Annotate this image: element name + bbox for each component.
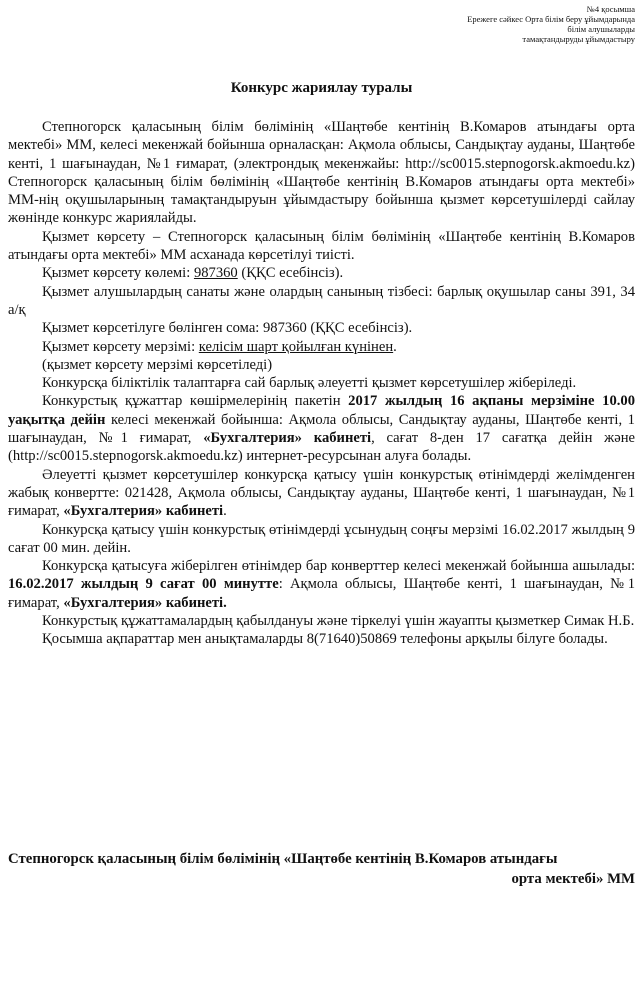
paragraph-opening [8, 557, 635, 612]
signature-block [8, 849, 635, 889]
paragraph-volume [8, 264, 635, 282]
paragraph-service: Қызмет көрсету – Степногорск қаласының білім бөлімінің «Шаңтөбе кентінің В.Комаров атындағы орта мектебі» ММ асханада көрсетілуі тиісті. [8, 228, 635, 264]
paragraph-intro: Степногорск қаласының білім бөлімінің «Шаңтөбе кентінің В.Комаров атындағы орта мектебі» ММ, келесі мекенжай бойынша орналасқан: Ақмола облысы, Сандықтау ауданы, Шаңтөбе кенті, 1 шағынаудан, №1 ғимарат, (электрондық мекенжайы: http://sc0015.stepnogorsk.akmoedu.kz) Степногорск қаласының білім бөлімінің «Шаңтөбе кентінің В.Комаров атындағы орта мектебі» ММ-нің оқушыларының тамақтандыруын ұйымдастыру бойынша қызмет көрсетушілерді сайлау жөнінде конкурс жариялайды. [8, 119, 635, 227]
document-title: Конкурс жариялау туралы [230, 80, 413, 96]
paragraph-documents [8, 392, 635, 465]
paragraph-responsible: Конкурстық құжаттамалардың қабылдануы және тіркелуі үшін жауапты қызметкер Симак Н.Б. [42, 613, 635, 630]
documents-hours: , сағат 8-ден 17 сағатқа дейін және (http://sc0015.stepnogorsk.akmoedu.kz) интернет-ресурсынан алуға болады. [8, 430, 635, 465]
appendix-line: білім алушыларды [567, 24, 635, 34]
submission-office: «Бухгалтерия» кабинеті [63, 503, 224, 520]
term-value: келісім шарт қойылған күнінен [198, 338, 394, 355]
paragraph-recipients: Қызмет алушылардың санаты және олардың санының тізбесі: барлық оқушылар саны 391, 34 а/қ [8, 283, 635, 318]
documents-office: «Бухгалтерия» кабинеті [203, 430, 372, 447]
documents-deadline: 2017 жылдың 16 ақпаны мерзіміне 10.00 уақытқа дейін [8, 393, 635, 428]
volume-value: 987360 [193, 265, 238, 282]
signature-line: орта мектебі» ММ [511, 871, 635, 887]
paragraph-admission: Конкурсқа біліктілік талаптарға сай барлық әлеуетті қызмет көрсетушілер жіберіледі. [42, 375, 577, 392]
opening-text: Конкурсқа қатысуға жіберілген өтінімдер бар конверттер келесі мекенжай бойынша ашылады: [42, 558, 635, 575]
term-label: Қызмет көрсету мерзімі: [42, 338, 199, 355]
volume-label: Қызмет көрсету көлемі: [42, 265, 194, 282]
appendix-number: №4 қосымша [586, 4, 635, 14]
paragraph-contact: Қосымша ақпараттар мен анықтамаларды 8(71640)50869 телефоны арқылы білуге болады. [42, 631, 608, 648]
opening-office: «Бухгалтерия» кабинеті. [63, 594, 227, 611]
submission-end: . [223, 503, 227, 520]
documents-text: Конкурстық құжаттар көшірмелерінің пакетін [42, 393, 349, 410]
paragraph-term-note: (қызмет көрсету мерзімі көрсетіледі) [42, 356, 273, 373]
appendix-header [467, 4, 635, 44]
volume-note: (ҚҚС есебінсіз). [237, 265, 344, 282]
paragraph-amount: Қызмет көрсетілуге бөлінген сома: 987360 (ҚҚС есебінсіз). [42, 320, 413, 337]
opening-time: 16.02.2017 жылдың 9 сағат 00 минутте [8, 576, 279, 593]
paragraph-term [8, 338, 635, 356]
documents-address: келесі мекенжай бойынша: Ақмола облысы, Сандықтау ауданы, Шаңтөбе кенті, 1 шағынаудан, №1 ғимарат, [8, 411, 635, 447]
document-body [8, 118, 635, 649]
submission-text: Әлеуетті қызмет көрсетушілер конкурсқа қатысу үшін конкурстық өтінімдерді желімденген жабық конвертте: 021428, Ақмола облысы, Сандықтау ауданы, Шаңтөбе кенті, 1 шағынаудан, №1 ғимарат, [8, 466, 635, 520]
appendix-line: Ережеге сәйкес Орта білім беру ұйымдарында [467, 14, 635, 24]
appendix-line: тамақтандыруды ұйымдастыру [522, 34, 635, 44]
paragraph-deadline: Конкурсқа қатысу үшін конкурстық өтінімдерді ұсынудың соңғы мерзімі 16.02.2017 жылдың 9 сағат 00 мин. дейін. [8, 521, 635, 556]
term-end: . [393, 338, 397, 355]
opening-address: : Ақмола облысы, Шаңтөбе кенті, 1 шағынаудан, №1 ғимарат, [8, 576, 635, 611]
signature-line: Степногорск қаласының білім бөлімінің «Шаңтөбе кентінің В.Комаров атындағы [8, 851, 558, 867]
paragraph-submission [8, 466, 635, 521]
